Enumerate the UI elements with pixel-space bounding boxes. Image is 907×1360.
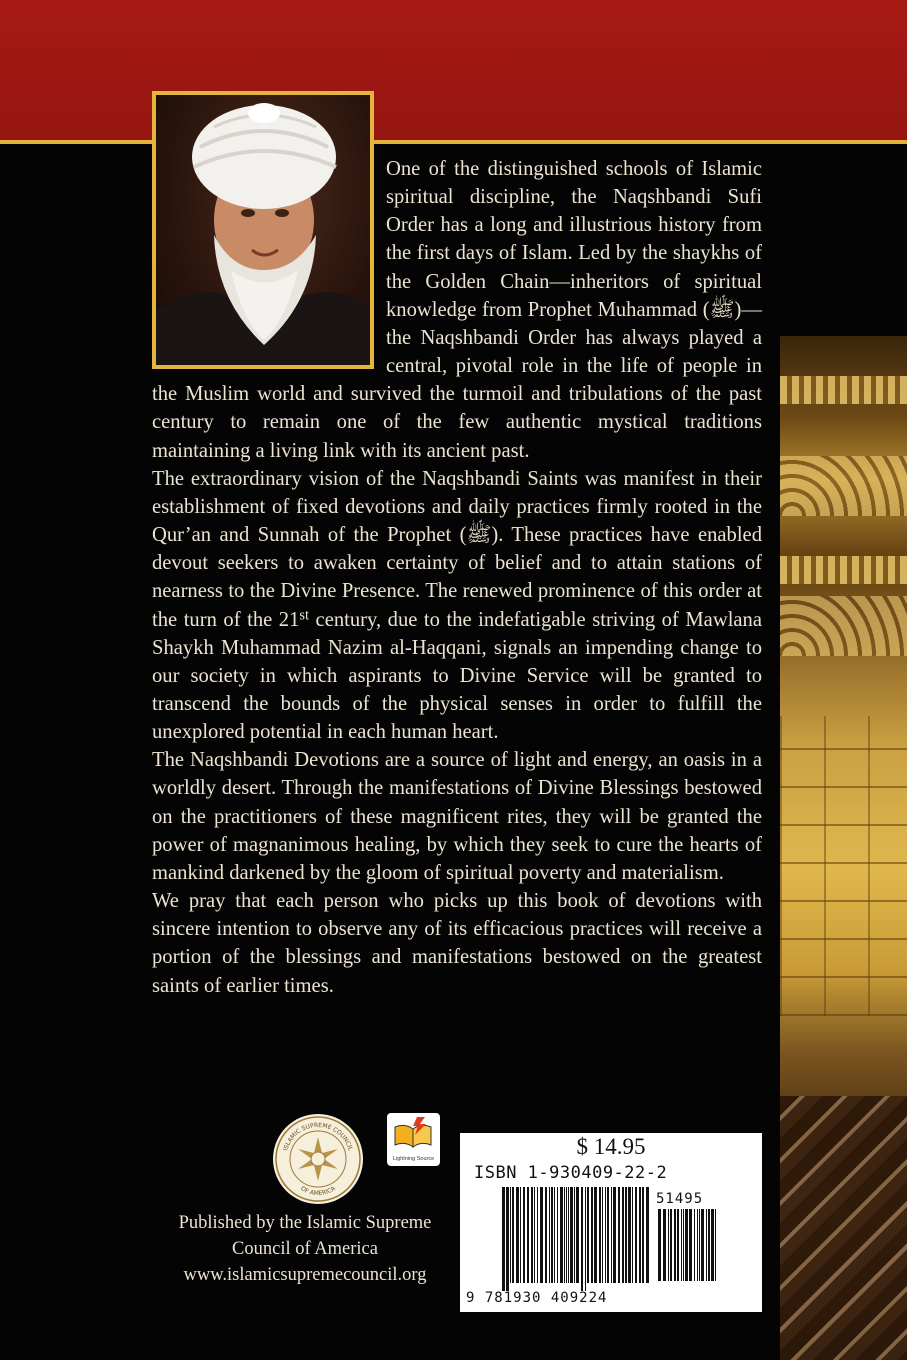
barcode-bar	[568, 1187, 569, 1283]
barcode-bar	[715, 1209, 716, 1281]
barcode-bar	[594, 1187, 597, 1283]
barcode-bar	[576, 1187, 579, 1283]
barcode-bar	[554, 1187, 555, 1283]
barcode-bar	[663, 1209, 666, 1281]
svg-text:ISLAMIC SUPREME COUNCIL: ISLAMIC SUPREME COUNCIL	[282, 1121, 354, 1152]
barcode-bar	[605, 1187, 606, 1283]
price-code-label: 51495	[656, 1191, 704, 1207]
barcode-bar	[699, 1209, 700, 1281]
barcode-bar	[527, 1187, 529, 1283]
barcode-bar	[681, 1209, 682, 1281]
barcode-bar	[613, 1187, 616, 1283]
isbn-barcode-block	[460, 1133, 762, 1312]
lightning-source-logo: Lightning Source	[387, 1113, 440, 1166]
back-cover-blurb	[152, 155, 762, 1000]
barcode-bar	[531, 1187, 533, 1283]
barcode-bar	[642, 1187, 644, 1283]
barcode-bar	[506, 1187, 509, 1291]
barcode-bar	[670, 1209, 672, 1281]
ean-barcode-bars	[502, 1187, 652, 1291]
barcode-bar	[694, 1209, 695, 1281]
publisher-line-1: Published by the Islamic Supreme	[178, 1213, 432, 1233]
barcode-bar	[658, 1209, 661, 1281]
gold-rule	[0, 140, 907, 144]
barcode-bar	[611, 1187, 612, 1283]
barcode-bar	[570, 1187, 573, 1283]
barcode-bar	[585, 1187, 586, 1291]
barcode-bar	[587, 1187, 589, 1283]
barcode-bar	[632, 1187, 633, 1283]
barcode-bar	[701, 1209, 704, 1281]
barcode-bar	[599, 1187, 601, 1283]
barcode-bar	[591, 1187, 593, 1283]
barcode-bar	[560, 1187, 563, 1283]
barcode-bar	[706, 1209, 707, 1281]
barcode-bar	[516, 1187, 519, 1283]
publisher-info	[150, 1210, 460, 1288]
barcode-bar	[545, 1187, 547, 1283]
barcode-bar	[683, 1209, 684, 1281]
publisher-line-2: Council of America	[232, 1239, 378, 1259]
barcode-bar	[618, 1187, 620, 1283]
paragraph-history: One of the distinguished schools of Islamic spiritual discipline, the Naqshbandi Sufi Order has a long and illustrious history from the first days of Islam. Led by the shaykhs of the Golden Chain—inheritors of spiritual knowledge from Prophet Muhammad (ﷺ)—the Naqshbandi Order has always played a central, pivotal role in the life of people in the Muslim world and survived the turmoil and tribulations of the past century to remain one of the few authentic mystical traditions maintaining a living link with its ancient past.	[152, 158, 762, 462]
top-color-band	[0, 0, 907, 140]
barcode-bar	[711, 1209, 714, 1281]
barcode-bar	[625, 1187, 627, 1283]
price-label: $ 14.95	[576, 1134, 646, 1159]
barcode-bar	[574, 1187, 575, 1283]
barcode-bar	[581, 1187, 583, 1291]
price-addon-bars	[658, 1209, 720, 1289]
publisher-website: www.islamicsupremecouncil.org	[183, 1265, 427, 1285]
paragraph-devotions: The Naqshbandi Devotions are a source of light and energy, an oasis in a worldly desert. Through the manifestations of Divine Blessings bestowed on the practitioners of these magnificent rites, they will be granted the power of magnanimous healing, by which they seek to cure the hearts of mankind darkened by the gloom of spiritual poverty and materialism.	[152, 749, 762, 884]
barcode-bar	[510, 1187, 511, 1283]
isbn-label: ISBN 1-930409-22-2	[474, 1163, 668, 1183]
barcode-bar	[564, 1187, 565, 1283]
barcode-bar	[635, 1187, 637, 1283]
paragraph-prayer: We pray that each person who picks up this book of devotions with sincere intention to observe any of its efficacious practices will receive a portion of the blessings and manifestations bestowed on the greatest saints of earlier times.	[152, 890, 762, 997]
barcode-bar	[540, 1187, 543, 1283]
barcode-bar	[689, 1209, 692, 1281]
decorative-architecture-image	[780, 336, 907, 1360]
barcode-bar	[697, 1209, 698, 1281]
barcode-bar	[520, 1187, 521, 1283]
barcode-bar	[628, 1187, 631, 1283]
paragraph-vision: The extraordinary vision of the Naqshbandi Saints was manifest in their establishment of fixed devotions and daily practices firmly rooted in the Qur’an and Sunnah of the Prophet (ﷺ). These practices have enabled devout seekers to awaken certainty of belief and to attain stations of nearness to the Divine Presence. The renewed prominence of this order at the turn of the 21st century, due to the indefatigable striving of Mawlana Shaykh Muhammad Nazim al-Haqqani, signals an impending change to our society in which aspirants to Divine Service will be granted to transcend the bounds of the physical senses in order to fulfill the unexplored potential in each human heart.	[152, 467, 762, 744]
barcode-bar	[566, 1187, 567, 1283]
barcode-bar	[537, 1187, 538, 1283]
barcode-bar	[602, 1187, 603, 1283]
barcode-bar	[677, 1209, 679, 1281]
barcode-bar	[502, 1187, 505, 1291]
barcode-bar	[622, 1187, 624, 1283]
barcode-bar	[668, 1209, 669, 1281]
barcode-bar	[685, 1209, 688, 1281]
barcode-bar	[674, 1209, 676, 1281]
islamic-supreme-council-seal-logo	[272, 1113, 364, 1205]
barcode-bar	[607, 1187, 609, 1283]
barcode-bar	[512, 1187, 514, 1283]
barcode-bar	[639, 1187, 641, 1283]
barcode-bar	[523, 1187, 525, 1283]
svg-text:OF AMERICA: OF AMERICA	[299, 1185, 337, 1198]
barcode-bar	[557, 1187, 558, 1283]
barcode-bar	[549, 1187, 550, 1283]
barcode-bar	[646, 1187, 649, 1283]
ean-digits: 9 781930 409224	[466, 1290, 608, 1306]
barcode-bar	[551, 1187, 553, 1283]
barcode-bar	[534, 1187, 535, 1283]
barcode-bar	[708, 1209, 710, 1281]
